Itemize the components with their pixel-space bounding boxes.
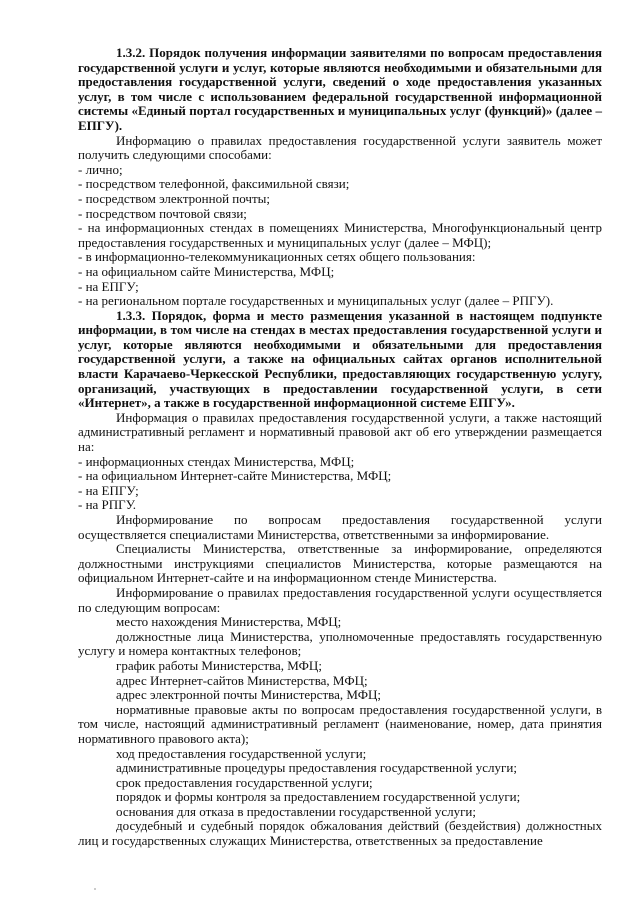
section-1-3-2-heading: 1.3.2. Порядок получения информации заявителями по вопросам предоставления государственной услуги и услуг, которые являются необходимыми и обязательными для предоставления государственной услуги, сведений о ходе предоставления указанных услуг, в том числе с использованием федеральной государственной информационной системы «Единый портал государственных и муниципальных услуг (функций)» (далее – ЕПГУ).: [78, 45, 602, 133]
question-item: место нахождения Министерства, МФЦ;: [116, 614, 342, 630]
question-item: нормативные правовые акты по вопросам предоставления государственной услуги, в том числе, настоящий административный регламент (наименование, номер, дата принятия нормативного правового акта);: [78, 701, 602, 746]
question-item: досудебный и судебный порядок обжалования действий (бездействия) должностных лиц и государственных служащих Министерства, ответственных за предоставление: [78, 818, 602, 849]
list-item: - на информационных стендах в помещениях Министерства, Многофункциональный центр предоставления государственных и муниципальных услуг (далее – МФЦ);: [78, 220, 602, 250]
rules-paragraph: Информирование о правилах предоставления государственной услуги осуществляется по следующим вопросам:: [78, 584, 602, 615]
section-1-3-3-heading: 1.3.3. Порядок, форма и место размещения указанной в настоящем подпункте информации, в том числе на стендах в местах предоставления государственной услуги и услуг, которые являются необходимыми и обязательными для предоставления государственной услуги, а также на официальных сайтах органов исполнительной власти Карачаево-Черкесской Республики, предоставляющих государственную услугу, организаций, участвующих в предоставлении государственной услуги, в сети «Интернет», а также в государственной информационной системе ЕПГУ».: [78, 307, 602, 411]
list-item: - на региональном портале государственных и муниципальных услуг (далее – РПГУ).: [78, 293, 554, 309]
list-item: - на РПГУ.: [78, 497, 137, 513]
list-item: - посредством почтовой связи;: [78, 205, 247, 221]
question-item: ход предоставления государственной услуги;: [116, 745, 367, 761]
specialists-paragraph: Специалисты Министерства, ответственные за информирование, определяются должностными инструкциями специалистов Министерства, которые размещаются на официальном Интернет-сайте и на информационном стенде Министерства.: [78, 541, 602, 586]
document-body: [78, 46, 602, 849]
list-item: - информационных стендах Министерства, МФЦ;: [78, 453, 355, 469]
list-item: - в информационно-телекоммуникационных сетях общего пользования:: [78, 249, 476, 265]
question-item: административные процедуры предоставления государственной услуги;: [116, 760, 517, 776]
list-item: - посредством телефонной, факсимильной связи;: [78, 176, 350, 192]
list-item: - на ЕПГУ;: [78, 482, 139, 498]
question-item: график работы Министерства, МФЦ;: [116, 657, 322, 673]
question-item: должностные лица Министерства, уполномоченные предоставлять государственную услугу и номера контактных телефонов;: [78, 628, 602, 659]
question-item: срок предоставления государственной услуги;: [116, 774, 373, 790]
section-1-3-3-intro: Информация о правилах предоставления государственной услуги, а также настоящий административный регламент и нормативный правовой акт об его утверждении размещается на:: [78, 409, 602, 455]
question-item: основания для отказа в предоставлении государственной услуги;: [116, 803, 476, 819]
question-item: адрес электронной почты Министерства, МФЦ;: [116, 687, 382, 703]
question-item: адрес Интернет-сайтов Министерства, МФЦ;: [116, 672, 368, 688]
list-item: - на официальном сайте Министерства, МФЦ;: [78, 263, 335, 279]
list-item: - лично;: [78, 161, 123, 177]
list-item: - на ЕПГУ;: [78, 278, 139, 294]
informing-paragraph: Информирование по вопросам предоставления государственной услуги осуществляется специалистами Министерства, ответственными за информирование.: [78, 512, 602, 542]
list-item: - посредством электронной почты;: [78, 190, 270, 206]
scan-speck: [94, 888, 96, 890]
list-item: - на официальном Интернет-сайте Министерства, МФЦ;: [78, 468, 392, 484]
section-1-3-2-intro: Информацию о правилах предоставления государственной услуги заявитель может получить следующими способами:: [78, 132, 602, 163]
question-item: порядок и формы контроля за предоставлением государственной услуги;: [116, 789, 521, 805]
